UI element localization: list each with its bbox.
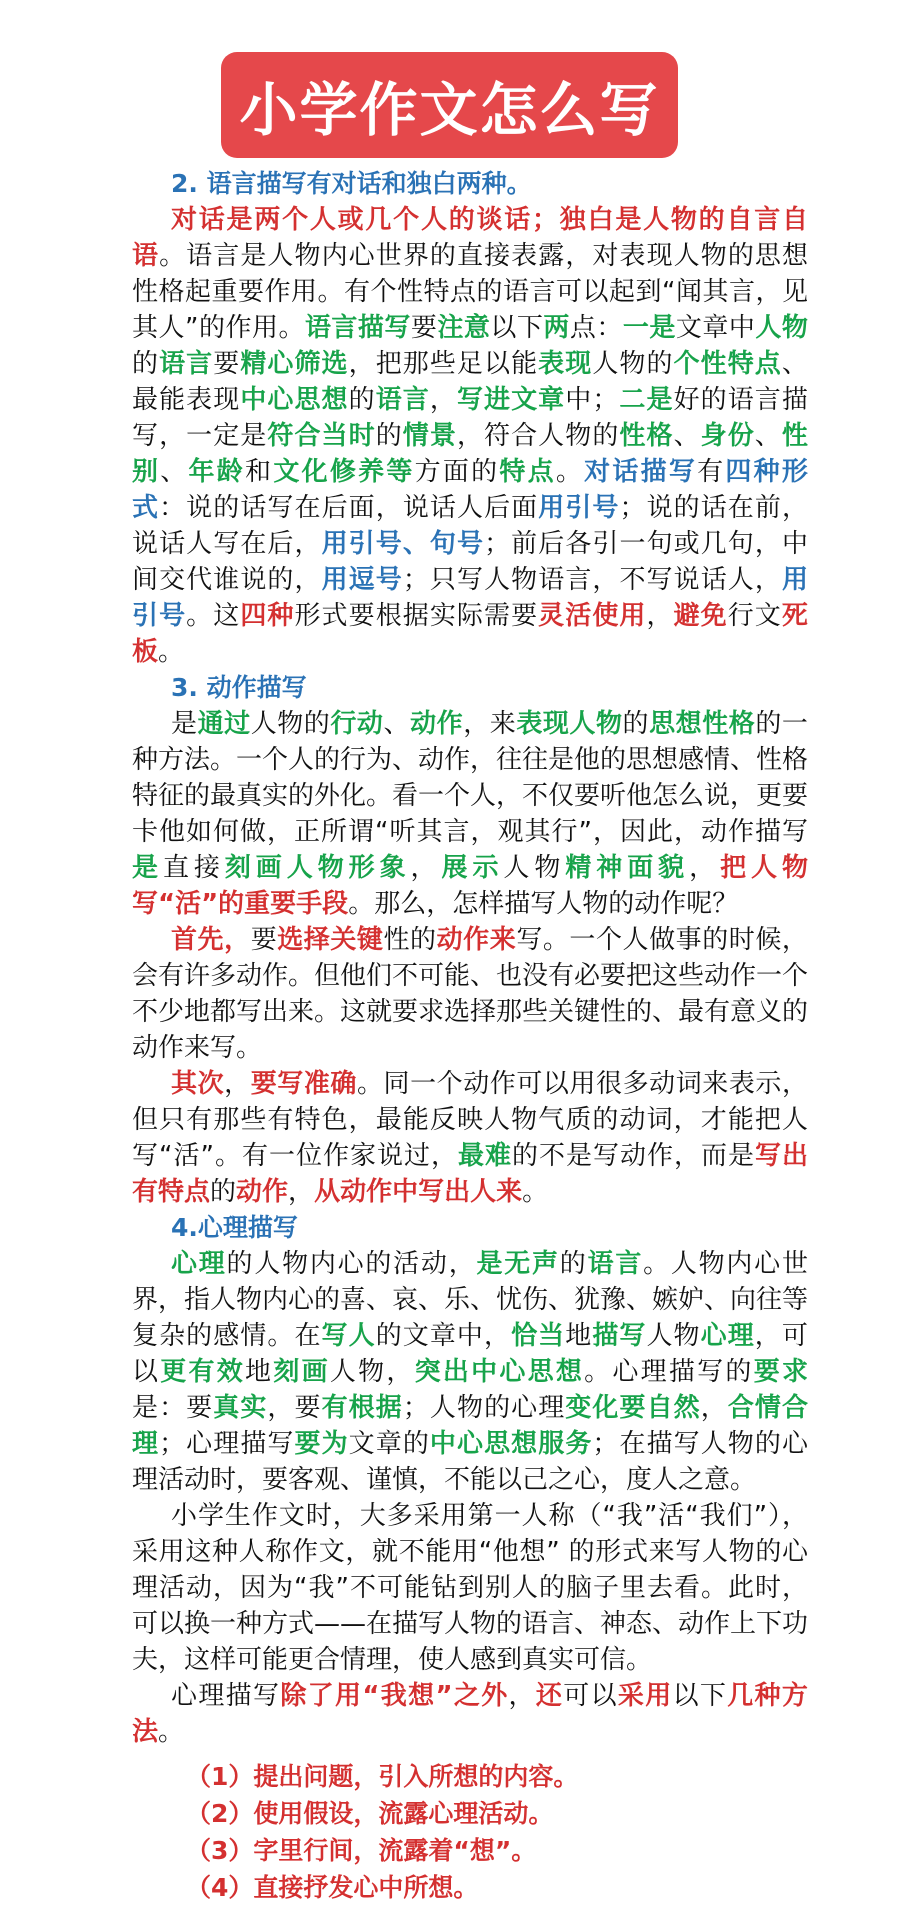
text: 人物的 <box>592 349 674 379</box>
highlight: 中心思想 <box>240 385 349 415</box>
text: 、 <box>673 421 701 451</box>
text: ：说的话写在后面，说话人后面 <box>159 493 539 523</box>
text: 、 <box>160 457 189 487</box>
text: 。 <box>522 1177 549 1207</box>
section-3-paragraph-2 <box>132 922 808 1066</box>
article-body <box>132 166 808 1906</box>
text: 形式要根据实际需要 <box>294 601 539 631</box>
highlight: 性别 <box>132 421 808 487</box>
highlight: 年龄 <box>188 457 246 487</box>
highlight: 性格 <box>619 421 674 451</box>
text: 的 <box>559 1249 588 1279</box>
text: 有 <box>697 457 726 487</box>
title-banner <box>221 52 678 158</box>
text: 。人物内心世界，指人物内心的喜、哀、乐、忧伤、犹豫、嫉妒、向往等复杂的感情。在 <box>132 1249 809 1351</box>
section-2-heading: 2. 语言描写有对话和独白两种。 <box>171 169 532 198</box>
list-item: （2）使用假设，流露心理活动。 <box>186 1799 554 1828</box>
highlight-red: 几种方法 <box>132 1681 808 1747</box>
highlight: 两 <box>543 313 570 343</box>
highlight: 是 <box>132 853 163 883</box>
highlight-red: 除了用“我想”之外 <box>280 1681 509 1711</box>
text: ， <box>646 601 674 631</box>
highlight: 特点 <box>499 457 556 487</box>
highlight: 语言 <box>587 1249 644 1279</box>
highlight: 展示 <box>441 853 504 883</box>
text: 。语言是人物内心世界的直接表露，对表现人物的思想性格起重要作用。有个性特点的语言可以起到“闻其言，见其人”的作用。 <box>132 241 808 343</box>
highlight-red: 四种 <box>240 601 295 631</box>
highlight-blue: 用引号、句号 <box>321 529 485 559</box>
text: 的 <box>622 709 650 739</box>
text: 、 <box>754 421 782 451</box>
text: 。这 <box>186 601 241 631</box>
text: 性的 <box>383 925 437 955</box>
text: 的文章中， <box>375 1321 512 1351</box>
highlight: 合情合理 <box>132 1393 808 1459</box>
highlight: 一是 <box>622 313 676 343</box>
highlight: 真实 <box>213 1393 268 1423</box>
highlight: 身份 <box>700 421 755 451</box>
highlight: 语言描写 <box>304 313 411 343</box>
text: 文章的 <box>348 1429 430 1459</box>
highlight-red: 死板 <box>132 601 808 667</box>
highlight: 要求 <box>753 1357 808 1387</box>
text: 方面的 <box>414 457 500 487</box>
text: ，把那些足以能 <box>348 349 539 379</box>
text: 是 <box>171 709 198 739</box>
highlight: 语言 <box>375 385 430 415</box>
text: ， <box>429 385 457 415</box>
highlight: 描写 <box>592 1321 647 1351</box>
text: 、 <box>383 709 411 739</box>
highlight-red: 灵活使用 <box>538 601 647 631</box>
text: 以下 <box>490 313 544 343</box>
highlight: 通过 <box>197 709 251 739</box>
methods-list <box>132 1758 808 1906</box>
highlight-red: 动作 <box>236 1177 289 1207</box>
list-item: （1）提出问题，引入所想的内容。 <box>186 1762 579 1791</box>
highlight: 心理 <box>171 1249 227 1279</box>
highlight: 心理 <box>700 1321 755 1351</box>
text: 人物 <box>503 853 566 883</box>
highlight: 情景 <box>402 421 457 451</box>
highlight: 有根据 <box>321 1393 403 1423</box>
highlight: 刻画人物形象 <box>224 853 411 883</box>
text: 。 <box>158 637 185 667</box>
text: 的不是写动作，而是 <box>511 1141 755 1171</box>
section-2-paragraph <box>132 202 808 670</box>
highlight: 思想性格 <box>649 709 756 739</box>
text: ，可以 <box>132 1321 808 1387</box>
text: 。心理描写的 <box>584 1357 754 1387</box>
highlight: 文化修养等 <box>273 457 415 487</box>
highlight-blue: 四种形式 <box>132 457 808 523</box>
highlight: 中心思想服务 <box>429 1429 593 1459</box>
text: 要 <box>410 313 438 343</box>
highlight-red: 把人物写“活”的重要手段 <box>132 853 808 919</box>
text: ；在描写人物的心理活动时，要客观、谨慎，不能以己之心，度人之意。 <box>132 1429 808 1495</box>
list-item: （4）直接抒发心中所想。 <box>186 1873 479 1902</box>
highlight: 精心筛选 <box>240 349 349 379</box>
highlight-red: 首先， <box>171 925 251 955</box>
highlight: 表现 <box>538 349 593 379</box>
highlight: 突出中心思想 <box>414 1357 585 1387</box>
text: 人物的 <box>250 709 331 739</box>
highlight: 更有效 <box>160 1357 246 1387</box>
text: 地 <box>565 1321 593 1351</box>
highlight: 个性特点 <box>673 349 782 379</box>
text: 直接 <box>162 853 225 883</box>
text: ；人物的心理 <box>402 1393 566 1423</box>
highlight: 动作 <box>410 709 464 739</box>
text: ，来 <box>463 709 517 739</box>
text: 写。一个人做事的时候，会有许多动作。但他们不可能、也没有必要把这些动作一个不少地都写出来。这就要求选择那些关键性的、最有意义的动作来写。 <box>132 925 809 1063</box>
text: ；心理描写 <box>159 1429 295 1459</box>
highlight-blue: 用引号 <box>132 565 808 631</box>
text: ， <box>700 1393 728 1423</box>
text: 点： <box>569 313 623 343</box>
highlight: 二是 <box>618 385 674 415</box>
text: ， <box>410 853 442 883</box>
text: 心理描写 <box>171 1681 281 1711</box>
highlight: 恰当 <box>511 1321 566 1351</box>
text: 中； <box>565 385 619 415</box>
text: ；前后各引一句或几句，中间交代谁说的， <box>132 529 808 595</box>
highlight-red: 选择关键 <box>277 925 384 955</box>
highlight-blue: 用引号 <box>538 493 620 523</box>
text: 行文 <box>727 601 782 631</box>
text: 的 <box>348 385 376 415</box>
text: 和 <box>245 457 274 487</box>
highlight: 精神面貌 <box>565 853 690 883</box>
section-3-paragraph-1 <box>132 706 808 922</box>
text: ， <box>689 853 721 883</box>
highlight-red: 还 <box>535 1681 564 1711</box>
highlight: 变化要自然 <box>565 1393 701 1423</box>
text: 人物 <box>646 1321 701 1351</box>
highlight-red: 动作来 <box>436 925 517 955</box>
text: 、最能表现 <box>132 349 808 415</box>
section-4-paragraph-2: 小学生作文时，大多采用第一人称（“我”活“我们”），采用这种人称作文，就不能用“他想” 的形式来写人物的心理活动，因为“我”不可能钻到别人的脑子里去看。此时，可以换一种方式——在描写人物的语言、神态、动作上下功夫，这样可能更合情理，使人感到真实可信。 <box>132 1501 809 1675</box>
highlight: 注意 <box>437 313 491 343</box>
section-3-heading: 3. 动作描写 <box>171 673 307 702</box>
text: 的一种方法。一个人的行为、动作，往往是他的思想感情、性格特征的最真实的外化。看一个人，不仅要听他怎么说，更要卡他如何做，正所谓“听其言，观其行”，因此，动作描写 <box>132 709 809 847</box>
highlight-red: 从动作中写出人来 <box>314 1177 523 1207</box>
text: ， <box>508 1681 536 1711</box>
text: ， <box>288 1177 315 1207</box>
text: 的 <box>210 1177 237 1207</box>
highlight: 要为 <box>294 1429 349 1459</box>
text: 。那么，怎样描写人物的动作呢？ <box>348 889 739 919</box>
highlight: 表现人物 <box>516 709 623 739</box>
text: 。同一个动作可以用很多动词来表示，但只有那些有特色，最能反映人物气质的动词，才能把人写“活”。有一位作家说过， <box>132 1069 808 1171</box>
text: 地 <box>245 1357 274 1387</box>
highlight-red: 采用 <box>617 1681 673 1711</box>
section-4-heading: 4.心理描写 <box>171 1213 298 1242</box>
dialogue-definition: 对话是两个人或几个人的谈话；独白是人物的自言自语 <box>132 205 808 271</box>
page-title: 小学作文怎么写 <box>239 76 660 144</box>
text: 是：要 <box>132 1393 214 1423</box>
text: 可以 <box>563 1681 618 1711</box>
text: 文章中 <box>675 313 756 343</box>
highlight: 刻画 <box>273 1357 330 1387</box>
highlight-red: 其次 <box>171 1069 225 1099</box>
text: 要 <box>250 925 278 955</box>
text: ， <box>224 1069 251 1099</box>
section-4-paragraph-1 <box>132 1246 808 1498</box>
text: 好的语言描写，一定是 <box>132 385 808 451</box>
highlight: 写人 <box>321 1321 376 1351</box>
highlight-red: 要写准确 <box>250 1069 357 1099</box>
section-4-paragraph-3 <box>132 1678 808 1750</box>
highlight: 最难 <box>457 1141 512 1171</box>
text: ，要 <box>267 1393 322 1423</box>
highlight: 是无声 <box>476 1249 560 1279</box>
highlight: 语言 <box>159 349 214 379</box>
highlight: 行动 <box>330 709 384 739</box>
text: 的 <box>375 421 403 451</box>
text: 人物， <box>329 1357 415 1387</box>
highlight-red: 写出有特点 <box>132 1141 808 1207</box>
highlight: 写进文章 <box>456 385 566 415</box>
highlight: 符合当时 <box>267 421 376 451</box>
text: ，符合人物的 <box>456 421 620 451</box>
list-item: （3）字里行间，流露着“想”。 <box>186 1836 537 1865</box>
text: 。 <box>555 457 585 487</box>
text: ；说的话在前，说话人写在后， <box>132 493 808 559</box>
highlight-blue: 对话描写 <box>584 457 698 487</box>
section-3-paragraph-3 <box>132 1066 808 1210</box>
highlight-blue: 用逗号 <box>321 565 403 595</box>
text: 。 <box>158 1717 185 1747</box>
highlight: 人物 <box>755 313 808 343</box>
text: ；只写人物语言，不写说话人， <box>402 565 782 595</box>
highlight-red: 避免 <box>673 601 728 631</box>
text: 的 <box>132 349 160 379</box>
text: 的人物内心的活动， <box>226 1249 477 1279</box>
text: 以下 <box>672 1681 728 1711</box>
text: 要 <box>213 349 241 379</box>
